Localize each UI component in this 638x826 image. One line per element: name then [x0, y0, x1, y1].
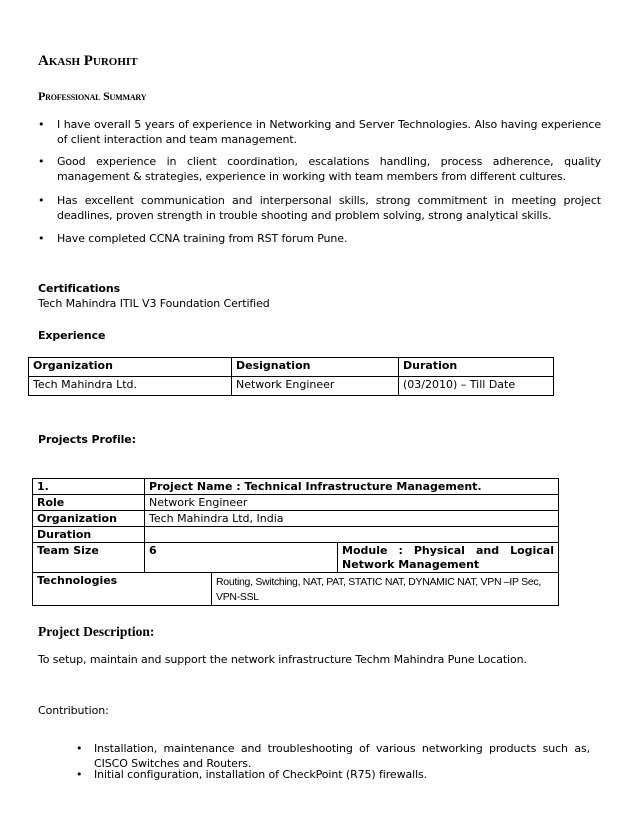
candidate-name: Akash Purohit — [38, 53, 138, 69]
table-cell: Tech Mahindra Ltd. — [29, 377, 232, 396]
role-value: Network Engineer — [145, 495, 559, 511]
contribution-bullet: Installation, maintenance and troubleshooting of various networking products such as, CISCO Switches and Routers. — [94, 742, 590, 770]
table-row — [33, 495, 559, 511]
table-row — [33, 543, 559, 573]
team-size-value: 6 — [145, 543, 338, 573]
summary-bullet: Have completed CCNA training from RST forum Pune. — [57, 232, 348, 245]
project-name: Project Name : Technical Infrastructure Management. — [145, 479, 559, 495]
role-label: Role — [33, 495, 145, 511]
project-description-text: To setup, maintain and support the network infrastructure Techm Mahindra Pune Location. — [38, 653, 527, 666]
bullet-icon: • — [38, 232, 45, 245]
technologies-label: Technologies — [33, 573, 212, 606]
table-row — [29, 377, 554, 396]
experience-table — [28, 357, 554, 396]
table-header-cell: Designation — [232, 358, 399, 377]
summary-bullet: Has excellent communication and interpersonal skills, strong commitment in meeting project deadlines, proven strength in trouble shooting and problem solving, strong analytical skills. — [57, 194, 601, 222]
summary-bullet: I have overall 5 years of experience in Networking and Server Technologies. Also having experience of client interaction and team management. — [57, 118, 601, 146]
table-row — [33, 527, 559, 543]
summary-bullet: Good experience in client coordination, escalations handling, process adherence, quality management & strategies, experience in working with team members from different cultures. — [57, 155, 601, 183]
table-row — [33, 573, 559, 606]
organization-value: Tech Mahindra Ltd, India — [145, 511, 559, 527]
project-description-heading: Project Description: — [38, 624, 155, 639]
table-row — [33, 479, 559, 495]
table-header-row — [29, 358, 554, 377]
bullet-icon: • — [38, 155, 45, 168]
projects-heading: Projects Profile: — [38, 433, 136, 446]
table-header-cell: Duration — [399, 358, 554, 377]
duration-label: Duration — [33, 527, 145, 543]
project-number: 1. — [33, 479, 145, 495]
bullet-icon: • — [38, 118, 45, 131]
contribution-bullet: Initial configuration, installation of CheckPoint (R75) firewalls. — [94, 768, 428, 781]
bullet-icon: • — [38, 194, 45, 207]
duration-value — [145, 527, 559, 543]
certification-item: Tech Mahindra ITIL V3 Foundation Certified — [38, 297, 270, 310]
contribution-heading: Contribution: — [38, 704, 109, 717]
technologies-value: Routing, Switching, NAT, PAT, STATIC NAT, DYNAMIC NAT, VPN –IP Sec, VPN-SSL — [212, 573, 559, 606]
certifications-heading: Certifications — [38, 282, 121, 295]
experience-heading: Experience — [38, 329, 106, 342]
bullet-icon: • — [76, 742, 83, 755]
table-row — [33, 511, 559, 527]
module-cell: Module : Physical and Logical Network Management — [338, 543, 559, 573]
summary-heading: Professional Summary — [38, 89, 147, 103]
organization-label: Organization — [33, 511, 145, 527]
table-cell: Network Engineer — [232, 377, 399, 396]
bullet-icon: • — [76, 768, 83, 781]
team-size-label: Team Size — [33, 543, 145, 573]
table-header-cell: Organization — [29, 358, 232, 377]
table-cell: (03/2010) – Till Date — [399, 377, 554, 396]
project-table — [32, 478, 559, 606]
